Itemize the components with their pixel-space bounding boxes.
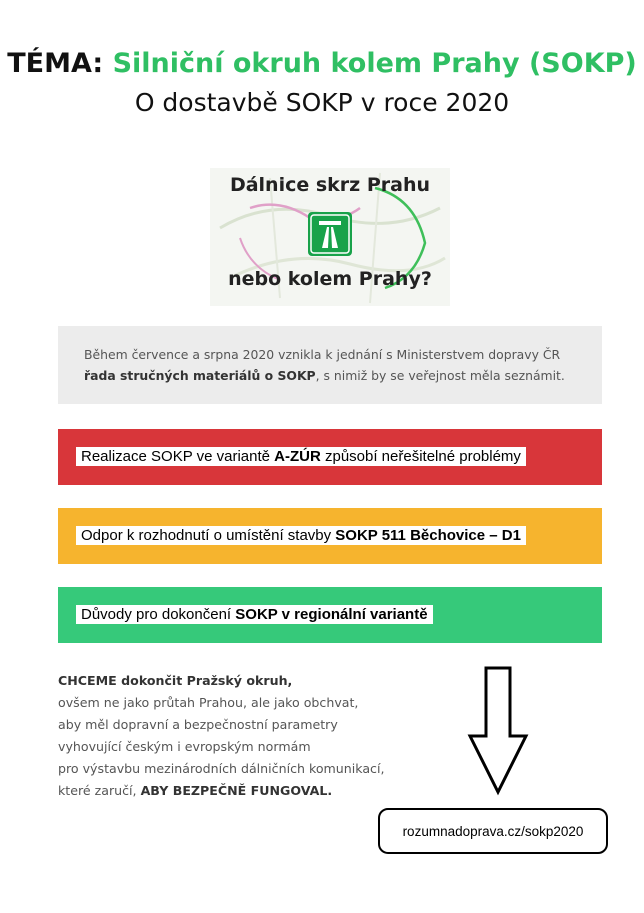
down-arrow-icon [466, 666, 530, 796]
banner-text-bold: A-ZÚR [274, 448, 321, 465]
title-topic: Silniční okruh kolem Prahy (SOKP) [112, 48, 637, 79]
intro-rest: , s nimiž by se veřejnost měla seznámit. [315, 368, 565, 383]
banner-sokp-511[interactable] [58, 508, 602, 564]
closing-last-pre: které zaručí, [58, 783, 141, 798]
intro-bold: řada stručných materiálů o SOKP [84, 368, 316, 383]
closing-statement [58, 670, 384, 802]
closing-line: vyhovující českým i evropským normám [58, 739, 311, 754]
closing-line: pro výstavbu mezinárodních dálničních komunikací, [58, 761, 385, 776]
intro-line1: Během července a srpna 2020 vznikla k jednání s Ministerstvem dopravy ČR [84, 347, 561, 362]
banner-label[interactable] [76, 526, 526, 545]
banner-regional-variant[interactable] [58, 587, 602, 643]
thumbnail-line1: Dálnice skrz Prahu [229, 174, 431, 196]
banner-label[interactable] [76, 605, 433, 624]
url-link[interactable]: rozumnadoprava.cz/sokp2020 [378, 808, 608, 854]
thumbnail-line2: nebo kolem Prahy? [228, 268, 432, 290]
map-thumbnail[interactable] [210, 168, 450, 306]
closing-last-line [58, 780, 384, 802]
banner-text-post: způsobí neřešitelné problémy [320, 448, 521, 465]
banner-text-pre: Realizace SOKP ve variantě [81, 448, 275, 465]
motorway-sign-icon [308, 212, 352, 256]
banner-label[interactable] [76, 447, 526, 466]
banner-text-bold: SOKP 511 Běchovice – D1 [335, 527, 521, 544]
closing-heading: CHCEME dokončit Pražský okruh, [58, 673, 293, 688]
title-label: TÉMA: [7, 48, 104, 79]
closing-line: aby měl dopravní a bezpečnostní parametry [58, 717, 338, 732]
closing-last-bold: ABY BEZPEČNĚ FUNGOVAL. [140, 783, 333, 798]
banner-text-bold: SOKP v regionální variantě [235, 606, 428, 623]
banner-text-pre: Odpor k rozhodnutí o umístění stavby [81, 527, 336, 544]
banner-text-pre: Důvody pro dokončení [81, 606, 236, 623]
closing-line: ovšem ne jako průtah Prahou, ale jako obchvat, [58, 695, 359, 710]
page-subtitle: O dostavbě SOKP v roce 2020 [134, 88, 510, 117]
intro-text [84, 344, 565, 386]
page-title [0, 48, 644, 79]
intro-box [58, 326, 602, 404]
banner-a-zur[interactable] [58, 429, 602, 485]
